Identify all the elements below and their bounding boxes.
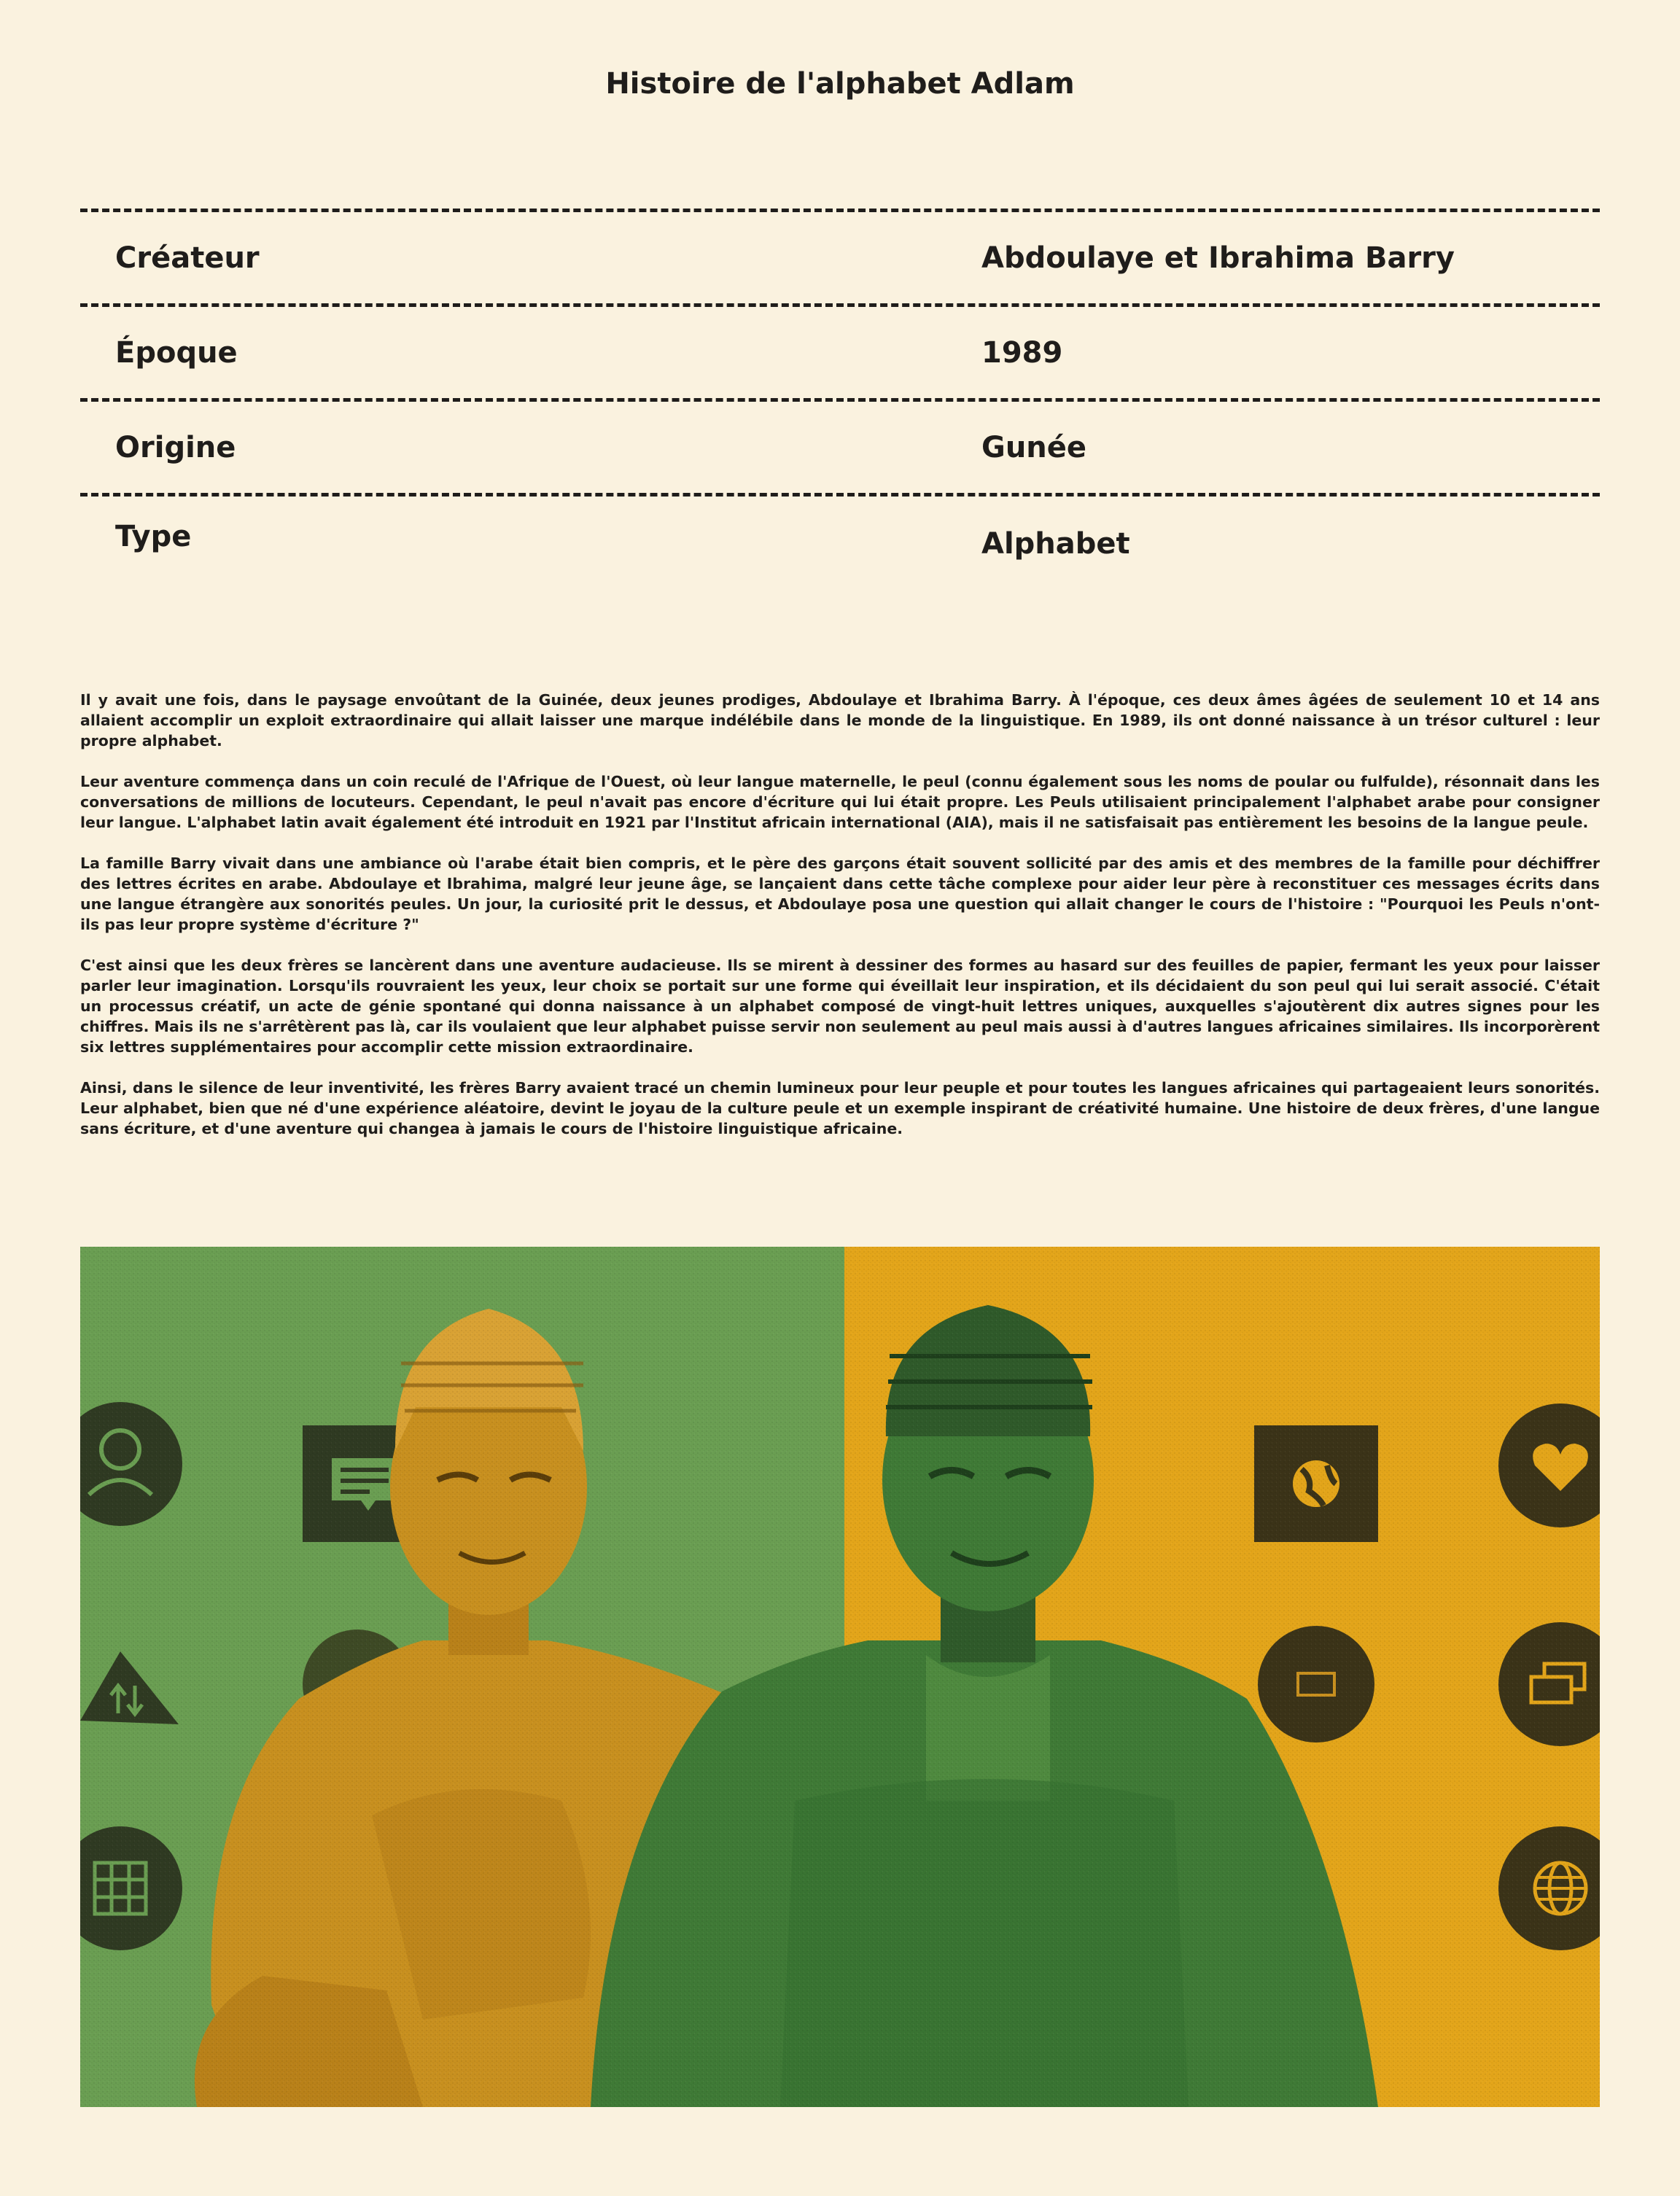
story-paragraph: La famille Barry vivait dans une ambiance où l'arabe était bien compris, et le père des garçons était souvent sollicité par des amis et des membres de la famille pour déchiffrer des lettres écrites en arabe. Abdoulaye et Ibrahima, malgré leur jeune âge, se lançaient dans cette tâche complexe pour aider leur père à reconstituer ces messages écrits dans une langue étrangère aux sonorités peules. Un jour, la curiosité prit le dessus, et Abdoulaye posa une question qui allait changer le cours de l'histoire : "Pourquoi les Peuls n'ont-ils pas leur propre système d'écriture ?" bbox=[80, 854, 1600, 933]
info-label: Type bbox=[115, 520, 192, 553]
page-title: Histoire de l'alphabet Adlam bbox=[605, 67, 1075, 101]
info-table bbox=[80, 209, 1600, 588]
info-label: Créateur bbox=[115, 241, 260, 275]
hero-illustration bbox=[80, 1247, 1600, 2107]
story-paragraph: C'est ainsi que les deux frères se lancèrent dans une aventure audacieuse. Ils se mirent à dessiner des formes au hasard sur des feuilles de papier, fermant les yeux pour laisser parler leur imagination. Lorsqu'ils rouvraient les yeux, leur choix se portait sur une forme qui éveillait leur inspiration, et ils décidaient du son peul qui lui serait associé. C'était un processus créatif, un acte de génie spontané qui donna naissance à un alphabet composé de vingt-huit lettres uniques, auxquelles s'ajoutèrent dix autres signes pour les chiffres. Mais ils ne s'arrêtèrent pas là, car ils voulaient que leur alphabet puisse servir non seulement au peul mais aussi à d'autres langues africaines similaires. Ils incorporèrent six lettres supplémentaires pour accomplir cette mission extraordinaire. bbox=[80, 957, 1600, 1056]
info-value: 1989 bbox=[981, 336, 1063, 370]
info-row-creator bbox=[80, 212, 1600, 303]
info-label: Origine bbox=[115, 431, 236, 464]
info-row-origin bbox=[80, 402, 1600, 493]
story-paragraph: Leur aventure commença dans un coin reculé de l'Afrique de l'Ouest, où leur langue maternelle, le peul (connu également sous les noms de poular ou fulfulde), résonnait dans les conversations de millions de locuteurs. Cependant, le peul n'avait pas encore d'écriture qui lui était propre. Les Peuls utilisaient principalement l'alphabet arabe pour consigner leur langue. L'alphabet latin avait également été introduit en 1921 par l'Institut africain international (AIA), mais il ne satisfaisait pas entièrement les besoins de la langue peule. bbox=[80, 773, 1600, 831]
print-grain-texture bbox=[80, 1247, 1600, 2107]
info-label: Époque bbox=[115, 336, 238, 370]
story-paragraph: Ainsi, dans le silence de leur inventivité, les frères Barry avaient tracé un chemin lumineux pour leur peuple et pour toutes les langues africaines qui partageaient leurs sonorités. Leur alphabet, bien que né d'une expérience aléatoire, devint le joyau de la culture peule et un exemple inspirant de créativité humaine. Une histoire de deux frères, d'une langue sans écriture, et d'une aventure qui changea à jamais le cours de l'histoire linguistique africaine. bbox=[80, 1079, 1600, 1137]
story-paragraph: Il y avait une fois, dans le paysage envoûtant de la Guinée, deux jeunes prodiges, Abdoulaye et Ibrahima Barry. À l'époque, ces deux âmes âgées de seulement 10 et 14 ans allaient accomplir un exploit extraordinaire qui allait laisser une marque indélébile dans le monde de la linguistique. En 1989, ils ont donné naissance à un trésor culturel : leur propre alphabet. bbox=[80, 691, 1600, 749]
story-text bbox=[80, 690, 1600, 1159]
info-row-epoch bbox=[80, 307, 1600, 398]
info-row-type bbox=[80, 497, 1600, 588]
info-value: Abdoulaye et Ibrahima Barry bbox=[981, 241, 1455, 275]
info-value: Gunée bbox=[981, 431, 1087, 464]
info-value: Alphabet bbox=[981, 527, 1130, 561]
